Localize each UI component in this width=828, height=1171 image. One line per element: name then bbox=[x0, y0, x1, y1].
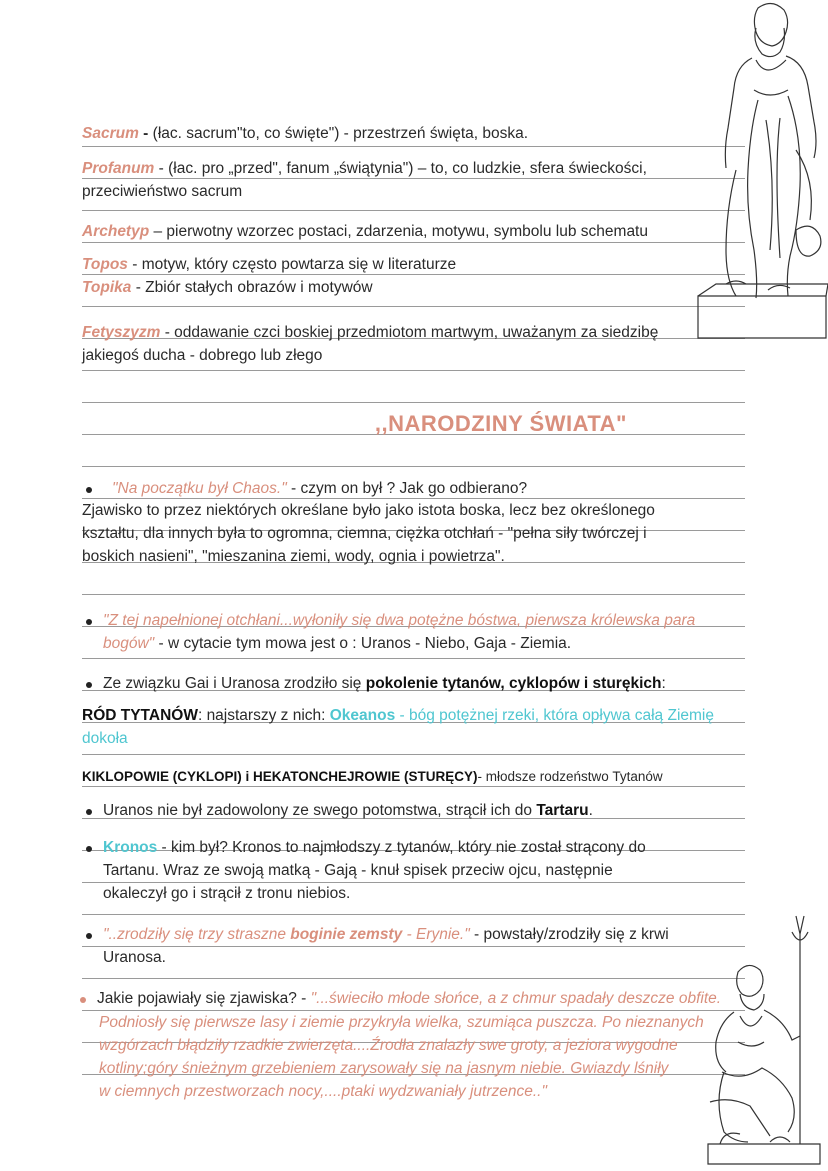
rule bbox=[82, 594, 745, 595]
rule bbox=[82, 978, 745, 979]
generation-bold: pokolenie tytanów, cyklopów i sturękich bbox=[365, 675, 662, 692]
cyclopes-text: - młodsze rodzeństwo Tytanów bbox=[477, 769, 663, 784]
rule bbox=[82, 754, 745, 755]
erinyes-text: - powstały/zrodziły się z krwi bbox=[469, 926, 669, 943]
rule bbox=[82, 882, 745, 883]
greek-god-statue-illustration bbox=[696, 0, 828, 340]
bullet bbox=[86, 809, 92, 815]
chaos-question-text: - czym on był ? Jak go odbierano? bbox=[286, 480, 528, 497]
deities-answer bbox=[103, 634, 571, 654]
bullet bbox=[86, 487, 92, 493]
kronos-line: okaleczył go i strącił z tronu niebios. bbox=[103, 885, 351, 902]
definition-text: (łac. sacrum"to, co święte") - przestrzeń święta, boska. bbox=[152, 125, 529, 142]
generation-end: : bbox=[661, 675, 666, 692]
titans-text: : najstarszy z nich: bbox=[197, 707, 330, 724]
bullet bbox=[86, 619, 92, 625]
phenomena-quote-line: w ciemnych przestworzach nocy,....ptaki wydzwaniały jutrzence.." bbox=[99, 1083, 547, 1100]
term-archetyp: Archetyp bbox=[82, 223, 150, 240]
rule bbox=[82, 466, 745, 467]
definition-text: – pierwotny wzorzec postaci, zdarzenia, motywu, symbolu lub schematu bbox=[149, 223, 648, 240]
term-topika: Topika bbox=[82, 279, 132, 296]
section-title: ,,NARODZINY ŚWIATA" bbox=[374, 411, 627, 436]
definition-fetyszyzm-cont: jakiegoś ducha - dobrego lub złego bbox=[82, 347, 323, 364]
rule bbox=[82, 946, 745, 947]
definition-text: - motyw, który często powtarza się w literaturze bbox=[127, 256, 457, 273]
phenomena-text: Jakie pojawiały się zjawiska? - bbox=[97, 990, 311, 1007]
okeanos-name: Okeanos bbox=[329, 707, 396, 724]
chaos-paragraph-line: boskich nasieni", "mieszanina ziemi, wody, ognia i powietrza". bbox=[82, 548, 505, 565]
bullet bbox=[86, 682, 92, 688]
okeanos-desc-cont: dokoła bbox=[82, 730, 128, 747]
definition-archetyp bbox=[82, 222, 648, 242]
deities-quote: "Z tej napełnionej otchłani...wyłoniły się dwa potężne bóstwa, pierwsza królewska para bbox=[103, 612, 696, 629]
kronos-name: Kronos bbox=[103, 839, 158, 856]
rule bbox=[82, 914, 745, 915]
generation-text: Ze związku Gai i Uranosa zrodziło się bbox=[103, 675, 366, 692]
titans-line bbox=[82, 706, 714, 726]
bullet bbox=[86, 933, 92, 939]
kronos-text: - kim był? Kronos to najmłodszy z tytanów, który nie został strącony do bbox=[157, 839, 646, 856]
rule bbox=[82, 658, 745, 659]
erinyes-quote-end: - Erynie." bbox=[402, 926, 470, 943]
erinyes-line bbox=[103, 925, 669, 945]
definition-text: - (łac. pro „przed", fanum „świątynia") – to, co ludzkie, sfera świeckości, bbox=[154, 160, 647, 177]
term-sacrum: Sacrum bbox=[82, 125, 139, 142]
titans-label: RÓD TYTANÓW bbox=[82, 707, 198, 724]
term-topos: Topos bbox=[82, 256, 128, 273]
erinyes-line-cont: Uranosa. bbox=[103, 949, 166, 966]
chaos-paragraph-line: kształtu, dla innych była to ogromna, ciemna, ciężka otchłań - "pełna siły twórczej i bbox=[82, 525, 647, 542]
definition-text: - Zbiór stałych obrazów i motywów bbox=[131, 279, 373, 296]
uranos-text: Uranos nie był zadowolony ze swego potomstwa, strącił ich do bbox=[103, 802, 537, 819]
phenomena-quote-line: wzgórzach błądziły rzadkie zwierzęta....Źrodła znalazły swe groty, a jeziora wygodne bbox=[99, 1037, 678, 1054]
rule bbox=[82, 146, 745, 147]
kronos-line bbox=[103, 838, 646, 858]
definition-topos bbox=[82, 255, 456, 275]
okeanos-desc: - bóg potężnej rzeki, która opływa całą Ziemię bbox=[395, 707, 714, 724]
definition-text: - oddawanie czci boskiej przedmiotom martwym, uważanym za siedzibę bbox=[160, 324, 659, 341]
rule bbox=[82, 1010, 745, 1011]
definition-fetyszyzm bbox=[82, 323, 658, 343]
phenomena-quote-line: Podniosły się pierwsze lasy i ziemie przykryła wielka, szumiąca puszcza. Po nieznanych bbox=[99, 1014, 704, 1031]
poseidon-statue-illustration bbox=[700, 912, 828, 1171]
chaos-quote: "Na początku był Chaos." bbox=[112, 480, 287, 497]
rule bbox=[82, 370, 745, 371]
kronos-line: Tartanu. Wraz ze swoją matką - Gają - knuł spisek przeciw ojcu, następnie bbox=[103, 862, 613, 879]
erinyes-bold: boginie zemsty bbox=[290, 926, 403, 943]
uranos-end: . bbox=[588, 802, 593, 819]
chaos-question bbox=[112, 479, 527, 499]
phenomena-quote-line: kotliny;góry śnieżnym grzebieniem zarysowały się na jasnym niebie. Gwiazdy lśniły bbox=[99, 1060, 669, 1077]
bullet bbox=[80, 997, 86, 1003]
definition-profanum-cont: przeciwieństwo sacrum bbox=[82, 183, 243, 200]
term-fetyszyzm: Fetyszyzm bbox=[82, 324, 161, 341]
definition-profanum bbox=[82, 159, 647, 179]
deities-quote-end: bogów" bbox=[103, 635, 155, 652]
rule bbox=[82, 210, 745, 211]
erinyes-quote: "..zrodziły się trzy straszne bbox=[103, 926, 291, 943]
rule bbox=[82, 402, 745, 403]
cyclopes-line bbox=[82, 767, 663, 787]
deities-text: - w cytacie tym mowa jest o : Uranos - Niebo, Gaja - Ziemia. bbox=[154, 635, 572, 652]
definition-topika bbox=[82, 278, 373, 298]
bullet bbox=[86, 846, 92, 852]
phenomena-line bbox=[97, 989, 721, 1009]
term-profanum: Profanum bbox=[82, 160, 155, 177]
chaos-paragraph-line: Zjawisko to przez niektórych określane było jako istota boska, lecz bez określonego bbox=[82, 502, 655, 519]
tartarus: Tartaru bbox=[536, 802, 589, 819]
rule bbox=[82, 242, 745, 243]
phenomena-quote: "...świeciło młode słońce, a z chmur spadały deszcze obfite. bbox=[310, 990, 722, 1007]
generation-line bbox=[103, 674, 666, 694]
uranos-line bbox=[103, 801, 593, 821]
definition-sacrum bbox=[82, 124, 528, 144]
cyclopes-label: KIKLOPOWIE (CYKLOPI) i HEKATONCHEJROWIE (STURĘCY) bbox=[82, 769, 478, 784]
separator: - bbox=[138, 125, 153, 142]
rule bbox=[82, 306, 745, 307]
